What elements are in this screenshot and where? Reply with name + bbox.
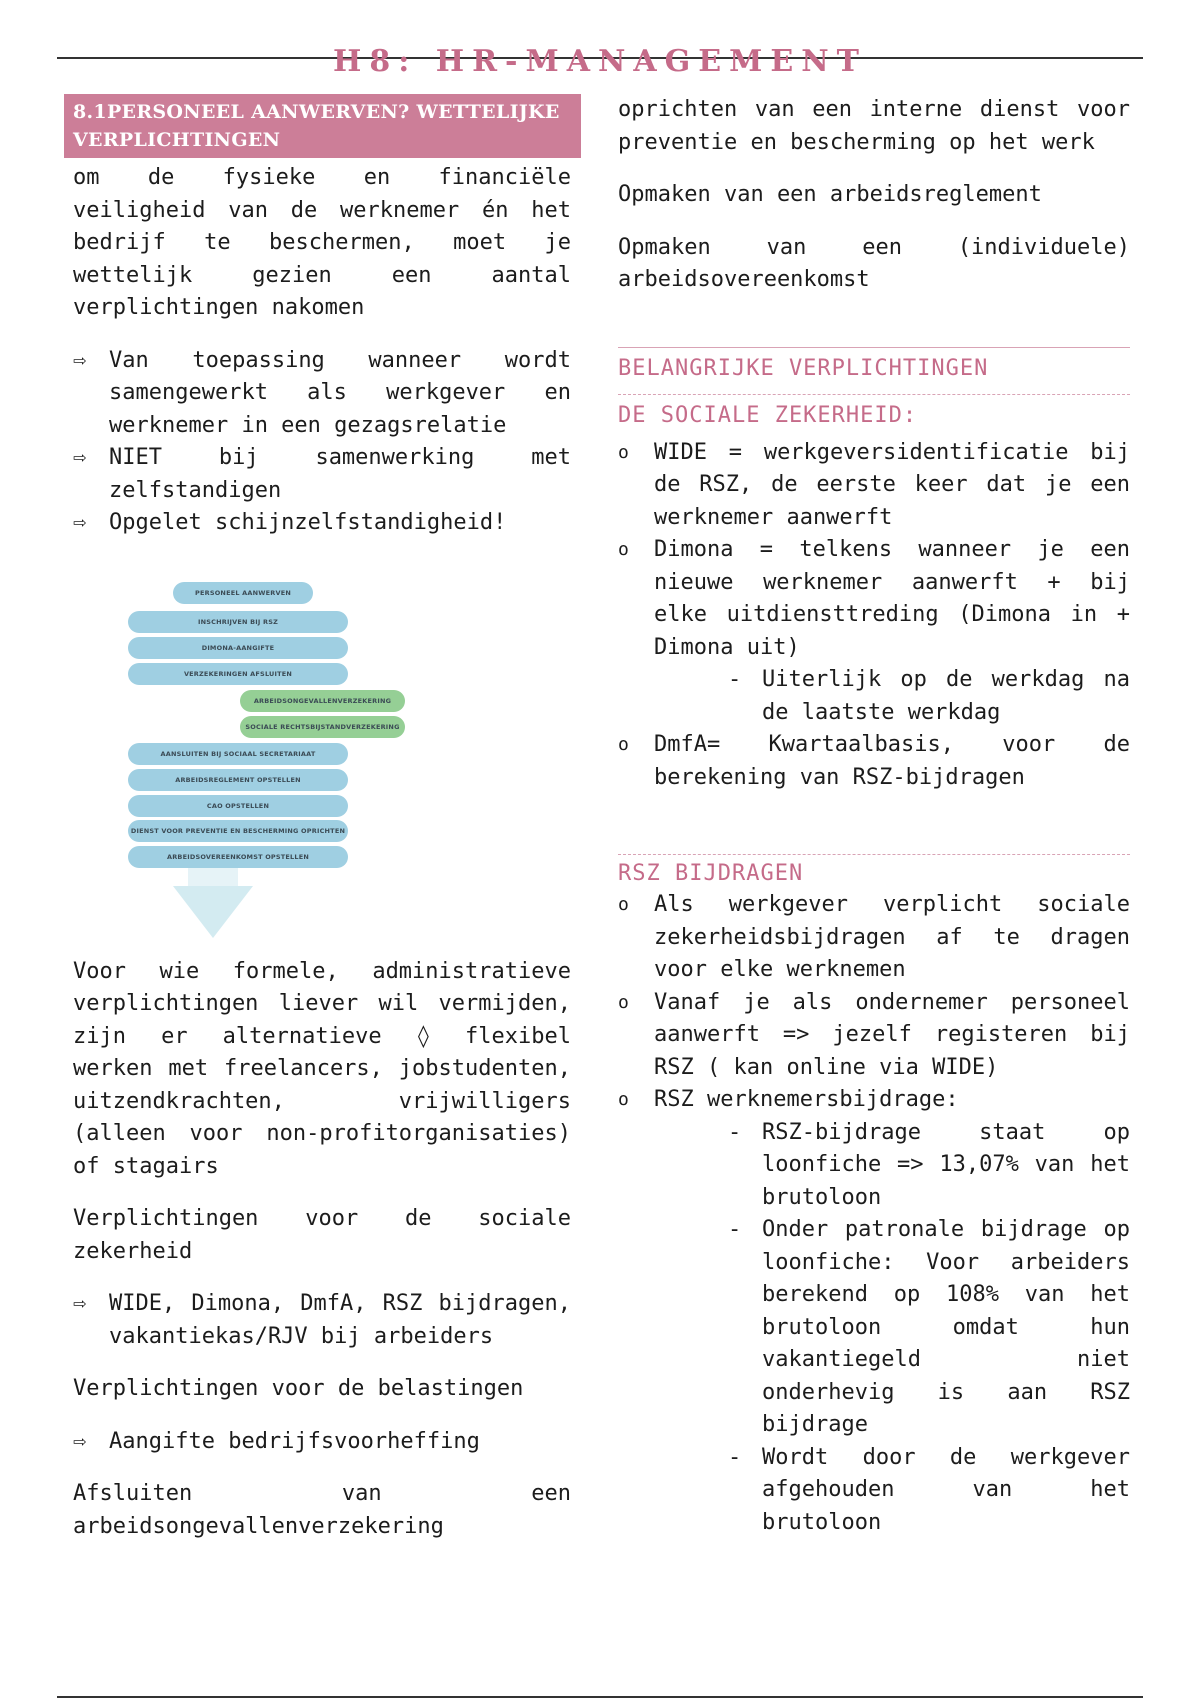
list-item: - RSZ-bijdrage staat op loonfiche => 13,07% van het brutoloon: [728, 1117, 1130, 1215]
rsz-items: [618, 889, 1130, 1117]
list-item: o Dimona = telkens wanneer je een nieuwe werknemer aanwerft + bij elke uitdiensttreding (Dimona in + Dimona uit): [618, 534, 1130, 664]
alternatives-paragraph: Voor wie formele, administratieve verplichtingen liever wil vermijden, zijn er alternatieve ◊ flexibel werken met freelancers, jobstudenten, uitzendkrachten, vrijwilligers (alleen voor non-profitorganisaties) of stagairs: [73, 958, 571, 1179]
flow-step: ARBEIDSREGLEMENT OPSTELLEN: [128, 769, 348, 791]
insurance-paragraph: Afsluiten van een arbeidsongevallenverzekering: [73, 1481, 571, 1539]
list-item: o Als werkgever verplicht sociale zekerheidsbijdragen af te dragen voor elke werknemen: [618, 889, 1130, 987]
tax-obligations: Verplichtingen voor de belastingen: [73, 1376, 524, 1401]
flow-step: VERZEKERINGEN AFSLUITEN: [128, 663, 348, 685]
arrow-icon: ⇨: [73, 445, 87, 470]
bullet-icon: o: [618, 734, 629, 755]
bullet-icon: o: [618, 1089, 629, 1110]
divider: [618, 394, 1130, 395]
arrow-icon: ⇨: [73, 510, 87, 535]
rsz-contributions-heading: RSZ BIJDRAGEN: [618, 861, 804, 886]
list-item: ⇨ Aangifte bedrijfsvoorheffing: [73, 1426, 571, 1459]
bullet-icon: o: [618, 894, 629, 915]
social-security-obligations: Verplichtingen voor de sociale zekerheid: [73, 1206, 571, 1264]
dash-icon: -: [728, 667, 742, 692]
dimona-sublist: [728, 664, 1130, 729]
divider: [618, 854, 1130, 855]
arrow-icon: ⇨: [73, 1428, 87, 1454]
dash-icon: -: [728, 1217, 742, 1242]
list-item: ⇨ NIET bij samenwerking met zelfstandigen: [73, 442, 571, 507]
flow-step: AANSLUITEN BIJ SOCIAAL SECRETARIAAT: [128, 743, 348, 765]
bullet-icon: o: [618, 991, 629, 1013]
list-item: ⇨ Opgelet schijnzelfstandigheid!: [73, 507, 571, 540]
hiring-steps-diagram: [98, 568, 428, 938]
social-security-items: [618, 437, 1130, 665]
bullet-icon: o: [618, 539, 629, 560]
flow-step: CAO OPSTELLEN: [128, 795, 348, 817]
intro-paragraph: om de fysieke en financiële veiligheid van de werknemer én het bedrijf te beschermen, moet je wettelijk gezien een aantal verplichtingen nakomen: [73, 165, 571, 320]
flow-step: ARBEIDSONGEVALLENVERZEKERING: [240, 690, 405, 712]
flow-step: INSCHRIJVEN BIJ RSZ: [128, 611, 348, 633]
arrow-icon: ⇨: [73, 347, 87, 373]
list-item: - Wordt door de werkgever afgehouden van het brutoloon: [728, 1442, 1130, 1540]
flow-step: ARBEIDSOVEREENKOMST OPSTELLEN: [128, 846, 348, 868]
bullet-icon: o: [618, 441, 629, 463]
dash-icon: -: [728, 1444, 742, 1470]
bottom-rule: [57, 1696, 1143, 1698]
list-item: o Vanaf je als ondernemer personeel aanwerft => jezelf registeren bij RSZ ( kan online via WIDE): [618, 987, 1130, 1085]
list-item: - Uiterlijk op de werkdag na de laatste werkdag: [728, 664, 1130, 729]
work-rules-paragraph: Opmaken van een arbeidsreglement: [618, 182, 1042, 207]
prevention-paragraph: oprichten van een interne dienst voor preventie en bescherming op het werk: [618, 97, 1130, 155]
list-item: o WIDE = werkgeversidentificatie bij de RSZ, de eerste keer dat je een werknemer aanwerft: [618, 437, 1130, 535]
list-item: o DmfA= Kwartaalbasis, voor de berekening van RSZ-bijdragen: [618, 729, 1130, 794]
divider: [618, 347, 1130, 348]
flow-step: SOCIALE RECHTSBIJSTANDVERZEKERING: [240, 716, 405, 738]
down-arrow-icon: [173, 886, 253, 938]
section-title: 8.1PERSONEEL AANWERVEN? WETTELIJKE VERPLICHTINGEN: [64, 94, 581, 158]
dash-icon: -: [728, 1119, 742, 1145]
list-item: - Onder patronale bijdrage op loonfiche: Voor arbeiders berekend op 108% van het brutoloon omdat hun vakantiegeld niet onderhevig is aan RSZ bijdrage: [728, 1214, 1130, 1442]
page-title: H8: HR-MANAGEMENT: [333, 44, 867, 79]
list-item: o RSZ werknemersbijdrage:: [618, 1084, 1130, 1117]
left-column: [63, 94, 581, 1563]
important-obligations-heading: BELANGRIJKE VERPLICHTINGEN: [618, 355, 989, 381]
applicability-list: [73, 345, 571, 540]
tax-list: [73, 1426, 571, 1459]
social-security-heading: DE SOCIALE ZEKERHEID:: [618, 402, 918, 428]
right-column: [618, 94, 1130, 1539]
flow-step: DIENST VOOR PREVENTIE EN BESCHERMING OPRICHTEN: [128, 820, 348, 842]
arrow-icon: ⇨: [73, 1291, 87, 1316]
list-item: ⇨ Van toepassing wanneer wordt samengewerkt als werkgever en werknemer in een gezagsrelatie: [73, 345, 571, 443]
flow-step: DIMONA-AANGIFTE: [128, 637, 348, 659]
social-security-list: [73, 1288, 571, 1353]
list-item: ⇨ WIDE, Dimona, DmfA, RSZ bijdragen, vakantiekas/RJV bij arbeiders: [73, 1288, 571, 1353]
flow-step: PERSONEEL AANWERVEN: [173, 582, 313, 604]
contract-paragraph: Opmaken van een (individuele) arbeidsovereenkomst: [618, 234, 1130, 292]
rsz-sublist: [728, 1117, 1130, 1540]
dmfa-list: [618, 729, 1130, 794]
